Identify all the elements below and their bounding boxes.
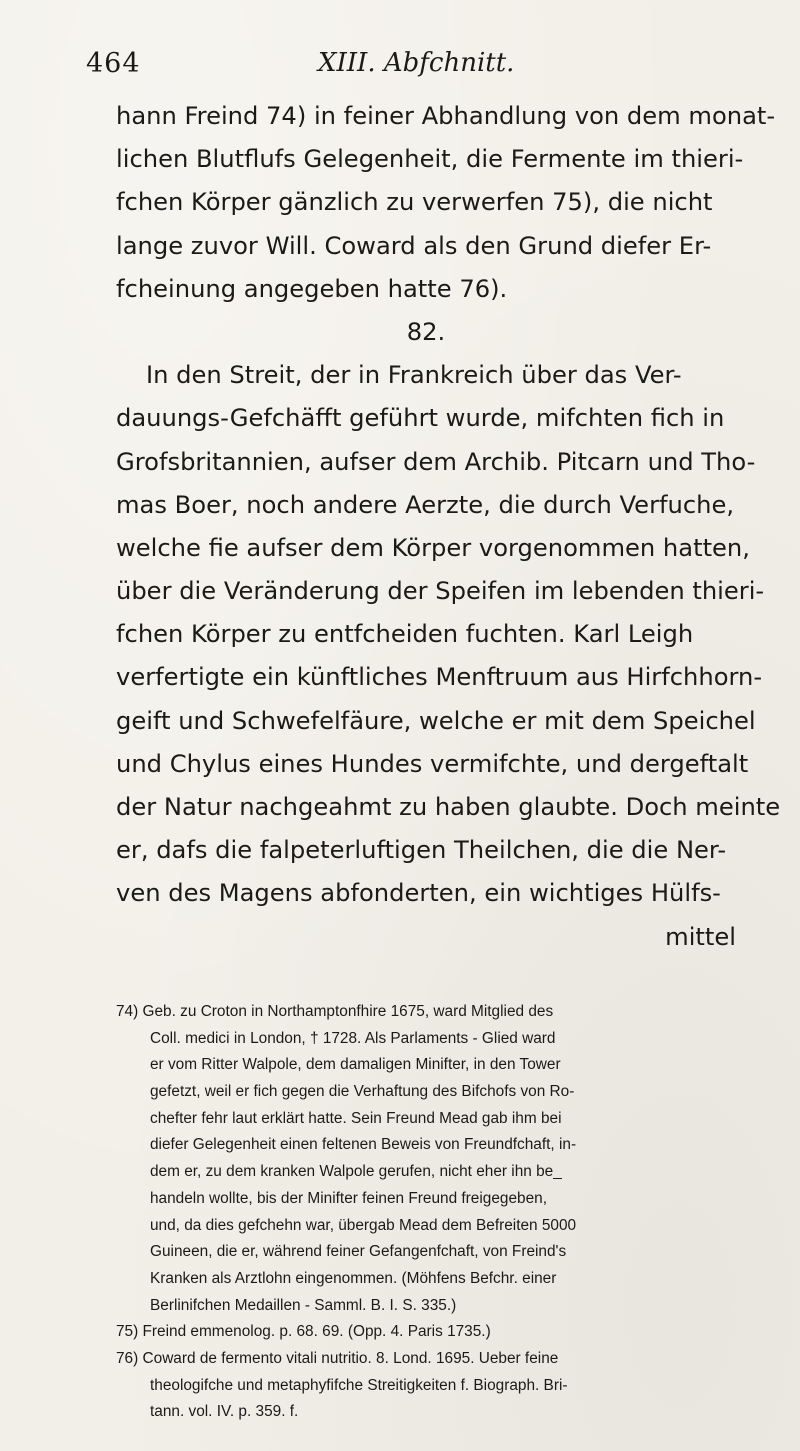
section-number: 82. xyxy=(406,317,446,346)
page-number: 464 xyxy=(86,48,141,79)
text-line: lichen Blutflufs Gelegenheit, die Fermente im thieri- xyxy=(116,145,744,174)
footnote-line: diefer Gelegenheit einen feltenen Beweis von Freundfchaft, in- xyxy=(150,1136,577,1154)
footnotes xyxy=(116,999,748,1426)
footnote-line: und, da dies gefchehn war, übergab Mead dem Befreiten 5000 xyxy=(150,1216,577,1234)
footnote-line: Kranken als Arztlohn eingenommen. (Möhfens Befchr. einer xyxy=(150,1269,557,1287)
catchword: mittel xyxy=(665,922,736,951)
text-line: In den Streit, der in Frankreich über das Ver- xyxy=(146,361,682,390)
footnote-line: dem er, zu dem kranken Walpole gerufen, nicht eher ihn be_ xyxy=(150,1163,562,1181)
text-line: geift und Schwefelfäure, welche er mit dem Speichel xyxy=(116,706,756,735)
footnote-74: 74) Geb. zu Croton in Northamptonfhire 1675, ward Mitglied des xyxy=(116,1003,554,1020)
text-line: der Natur nachgeahmt zu haben glaubte. Doch meinte xyxy=(116,793,781,821)
footnote-76: 76) Coward de fermento vitali nutritio. 8. Lond. 1695. Ueber feine xyxy=(116,1349,559,1367)
text-line: fchen Körper gänzlich zu verwerfen 75), die nicht xyxy=(116,188,713,217)
text-line: mas Boer, noch andere Aerzte, die durch Verfuche, xyxy=(116,490,735,519)
footnote-line: Guineen, die er, während feiner Gefangenfchaft, von Freind's xyxy=(150,1243,567,1261)
footnote-line: handeln wollte, bis der Minifter feinen Freund freigegeben, xyxy=(150,1189,547,1207)
footnote-75: 75) Freind emmenolog. p. 68. 69. (Opp. 4. Paris 1735.) xyxy=(116,1323,491,1341)
text-line: fchen Körper zu entfcheiden fuchten. Karl Leigh xyxy=(116,620,694,649)
footnote-line: Berlinifchen Medaillen - Samml. B. I. S. 335.) xyxy=(150,1296,457,1314)
text-line: über die Veränderung der Speifen im lebenden thieri- xyxy=(116,577,765,606)
footnote-line: Coll. medici in London, † 1728. Als Parlaments - Glied ward xyxy=(150,1029,556,1047)
text-line: dauungs-Gefchäfft geführt wurde, mifchten fich in xyxy=(116,404,725,433)
footnote-line: chefter fehr laut erklärt hatte. Sein Freund Mead gab ihm bei xyxy=(150,1109,562,1127)
text-line: ven des Magens abfonderten, ein wichtiges Hülfs- xyxy=(116,879,721,908)
text-line: lange zuvor Will. Coward als den Grund diefer Er- xyxy=(116,231,712,260)
main-text xyxy=(116,95,781,959)
page-header xyxy=(86,48,726,88)
text-line: und Chylus eines Hundes vermifchte, und dergeftalt xyxy=(116,749,749,778)
text-line: hann Freind 74) in feiner Abhandlung von dem monat- xyxy=(116,102,776,130)
running-head: XIII. Abfchnitt. xyxy=(318,48,515,78)
text-line: Grofsbritannien, aufser dem Archib. Pitcarn und Tho- xyxy=(116,447,756,476)
text-line: er, dafs die falpeterluftigen Theilchen, die die Ner- xyxy=(116,836,727,865)
footnote-line: tann. vol. IV. p. 359. f. xyxy=(150,1403,299,1421)
text-line: verfertigte ein künftliches Menftruum aus Hirfchhorn- xyxy=(116,663,763,692)
footnote-line: er vom Ritter Walpole, dem damaligen Minifter, in den Tower xyxy=(150,1056,561,1074)
text-line: welche fie aufser dem Körper vorgenommen hatten, xyxy=(116,533,750,562)
text-line: fcheinung angegeben hatte 76). xyxy=(116,274,508,303)
footnote-line: theologifche und metaphyfifche Streitigkeiten f. Biograph. Bri- xyxy=(150,1376,568,1394)
footnote-line: gefetzt, weil er fich gegen die Verhaftung des Bifchofs von Ro- xyxy=(150,1083,575,1101)
